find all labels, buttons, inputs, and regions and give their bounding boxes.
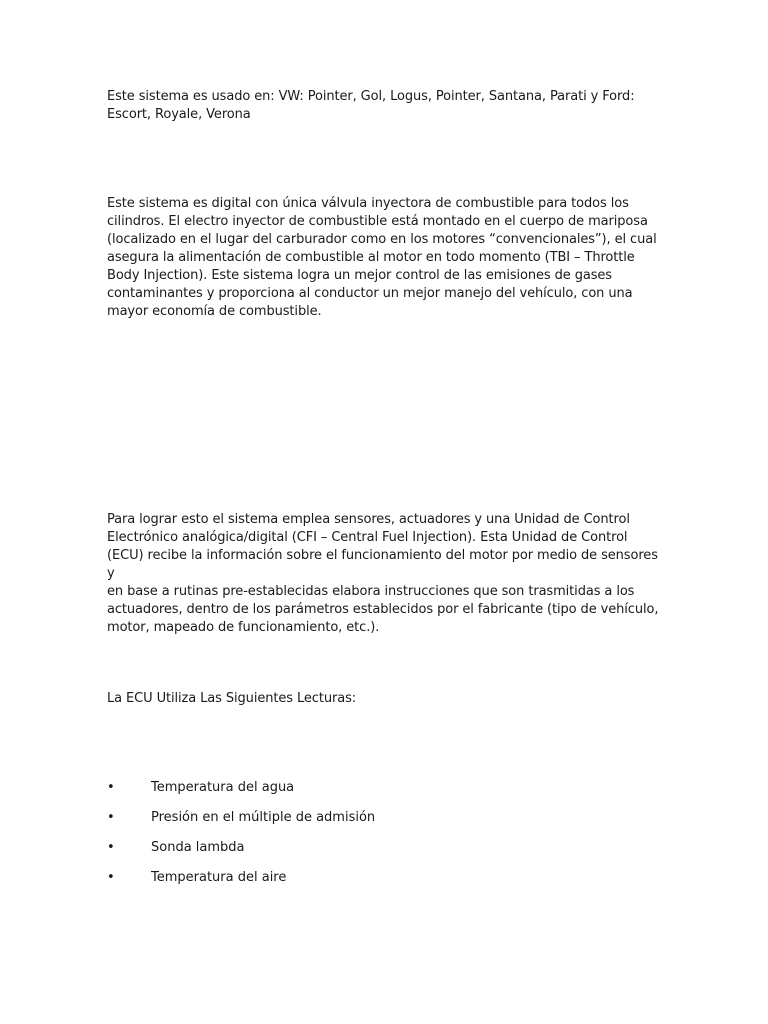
list-item-label: Sonda lambda xyxy=(151,840,245,855)
paragraph-ecu-description: Para lograr esto el sistema emplea sensores, actuadores y una Unidad de Control Electrónico analógica/digital (CFI – Central Fuel Injection). Esta Unidad de Control (ECU) recibe la información sobre el funcionamiento del motor por medio de sensores y en base a rutinas pre-establecidas elabora instrucciones que son trasmitidas a los actuadores, dentro de los parámetros establecidos por el fabricante (tipo de vehículo, motor, mapeado de funcionamiento, etc.). xyxy=(107,512,659,635)
paragraph-readings-heading: La ECU Utiliza Las Siguientes Lecturas: xyxy=(107,691,357,706)
bullet-icon: • xyxy=(107,780,115,795)
list-item-label: Temperatura del aire xyxy=(151,870,287,885)
paragraph-vehicles-list: Este sistema es usado en: VW: Pointer, Gol, Logus, Pointer, Santana, Parati y Ford: Escort, Royale, Verona xyxy=(107,89,635,122)
list-item-label: Presión en el múltiple de admisión xyxy=(151,810,376,825)
bullet-icon: • xyxy=(107,810,115,825)
list-item-label: Temperatura del agua xyxy=(151,780,295,795)
bullet-icon: • xyxy=(107,840,115,855)
paragraph-system-description: Este sistema es digital con única válvula inyectora de combustible para todos los cilindros. El electro inyector de combustible está montado en el cuerpo de mariposa (localizado en el lugar del carburador como en los motores “convencionales”), el cual asegura la alimentación de combustible al motor en todo momento (TBI – Throttle Body Injection). Este sistema logra un mejor control de las emisiones de gases contaminantes y proporciona al conductor un mejor manejo del vehículo, con una mayor economía de combustible. xyxy=(107,196,657,319)
bullet-icon: • xyxy=(107,870,115,885)
